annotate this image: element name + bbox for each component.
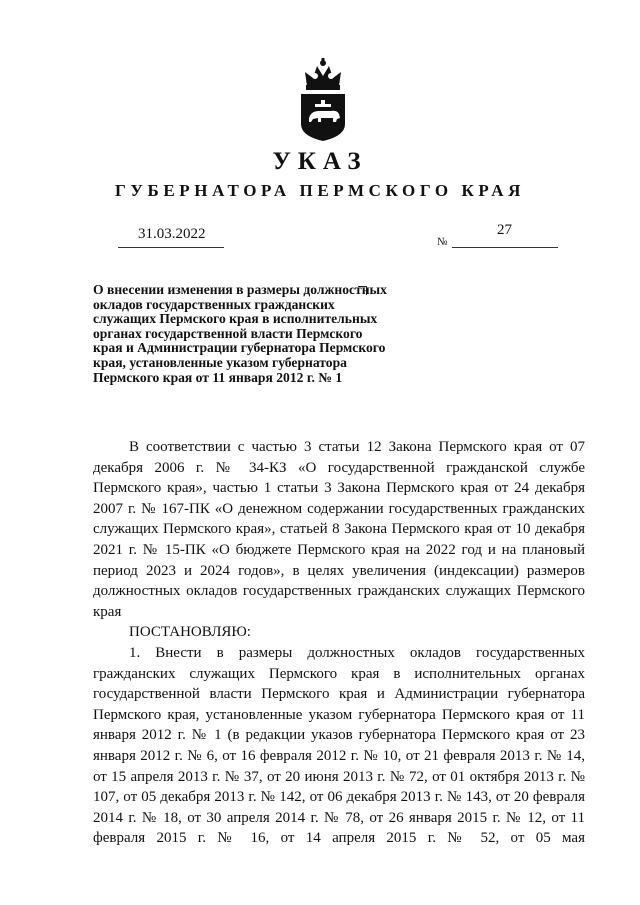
- document-subtitle: ГУБЕРНАТОРА ПЕРМСКОГО КРАЯ: [115, 181, 525, 200]
- document-body: [93, 437, 585, 849]
- date-underline: [118, 247, 224, 248]
- clause-1-paragraph: 1. Внести в размеры должностных окладов государственных гражданских служащих Пермского края в исполнительных органах государственной власти Пермского края и Администрации губернатора Пермского края, установленные указом губернатора Пермского края от 11 января 2012 г. № 1 (в редакции указов губернатора Пермского края от 23 января 2012 г. № 6, от 16 февраля 2012 г. № 10, от 21 февраля 2013 г. № 14, от 15 апреля 2013 г. № 37, от 20 июня 2013 г. № 72, от 01 октября 2013 г. № 107, от 05 декабря 2013 г. № 142, от 06 декабря 2013 г. № 143, от 20 февраля 2014 г. № 18, от 30 апреля 2014 г. № 78, от 26 января 2015 г. № 12, от 11 февраля 2015 г. № 16, от 14 апреля 2015 г. № 52, от 05 мая: [93, 644, 585, 847]
- document-date: 31.03.2022: [138, 226, 206, 242]
- coat-of-arms-icon: [297, 56, 349, 142]
- document-heading: О внесении изменения в размеры должностных окладов государственных гражданских служащих Пермского края в исполнительных органах государственной власти Пермского края и Администрации губернатора Пермского края, установленные указом губернатора Пермского края от 11 января 2012 г. № 1: [93, 282, 387, 385]
- number-label: №: [437, 236, 448, 248]
- decree-word: ПОСТАНОВЛЯЮ:: [129, 624, 251, 641]
- preamble-paragraph: В соответствии с частью 3 статьи 12 Закона Пермского края от 07 декабря 2006 г. № 34-КЗ «О государственной гражданской службе Пермского края», частью 1 статьи 3 Закона Пермского края от 24 декабря 2007 г. № 167-ПК «О денежном содержании государственных гражданских служащих Пермского края», статьей 8 Закона Пермского края от 10 декабря 2021 г. № 15-ПК «О бюджете Пермского края на 2022 год и на плановый период 2023 и 2024 годов», в целях увеличения (индексации) размеров должностных окладов государственных гражданских служащих Пермского края: [93, 439, 585, 620]
- number-underline: [452, 247, 558, 248]
- document-number: 27: [497, 222, 512, 238]
- document-title: УКАЗ: [272, 148, 368, 175]
